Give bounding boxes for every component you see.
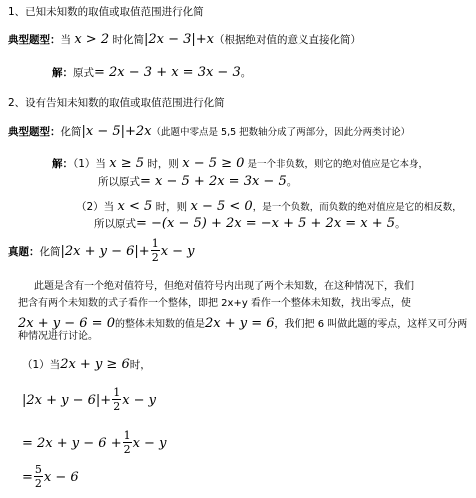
paragraph-line-2: 把含有两个未知数的式子看作一个整体，即把 2x+y 看作一个整体未知数，找出零点，使 [18,298,411,309]
math: x − 5 ≥ 0 [182,156,245,171]
math: x < 5 [117,199,153,214]
text: 时化简 [109,34,144,46]
math: = [22,470,33,485]
text: ，我们把 6 叫做此题的零点，这样又可分两 [274,319,468,330]
section-1-solution [52,63,251,79]
fraction: $\frac{1}{2}$ [123,429,131,456]
real-question-label: 真题： [8,246,40,258]
text: ，是一个负数，而负数的绝对值应是它的相反数， [252,202,462,213]
hint-text: （此题中零点是 5,5 把数轴分成了两部分，因此分两类讨论） [151,127,411,138]
math-expression: |x − 5|+2x [81,124,152,139]
case-1-line-2 [98,172,297,188]
math: x − y [160,244,195,259]
text: 。 [395,218,406,230]
text: 原式 [73,67,94,79]
math: x ≥ 5 [109,156,145,171]
text: 。 [240,67,252,79]
typical-problem-label: 典型题型： [8,126,61,138]
text: 的整体未知数的值是 [114,319,205,330]
text: 时， [129,359,151,371]
math: 2x + y ≥ 6 [60,357,130,372]
solution-label: 解： [52,158,73,170]
section-2-problem [8,122,410,138]
text: （2）当 [76,201,118,213]
real-question [8,238,195,263]
math: = x − 5 + 2x = 3x − 5 [140,174,287,189]
math: 2x + y = 6 [204,316,275,331]
fraction: $\frac{1}{2}$ [113,386,121,413]
math: = 2x + y − 6 + [22,436,122,451]
text: 时，则 [144,158,183,170]
text: 时，则 [152,201,191,213]
math: |2x + y − 6|+ [22,393,112,408]
text: 。 [286,176,298,188]
case-1-heading [22,355,151,371]
hint-text: （根据绝对值的意义直接化简） [213,34,361,46]
fraction: $\frac{5}{2}$ [34,463,42,490]
paragraph-line-1: 此题是含有一个绝对值符号，但绝对值符号内出现了两个未知数，在这种情况下，我们 [34,281,414,292]
case-1-line-1 [52,154,428,170]
text: 当 [60,34,75,46]
expression-line-1 [22,387,156,412]
math: x − y [122,393,157,408]
paragraph-line-4: 种情况进行讨论。 [18,331,98,342]
math: |2x + y − 6|+ [60,244,150,259]
solution-label: 解： [52,67,73,79]
typical-problem-label: 典型题型： [8,34,61,46]
text: 是一个非负数，则它的绝对值应是它本身， [244,159,428,170]
section-1-problem [8,30,361,46]
text: 化简 [60,126,82,138]
text: （1）当 [22,359,61,371]
math: x − y [132,436,167,451]
paragraph-line-3 [18,314,467,330]
case-2-line-2 [94,214,406,230]
fraction: $\frac{1}{2}$ [151,237,159,264]
section-2-heading: 2、设有告知未知数的取值或取值范围进行化简 [8,97,225,109]
math: x − 5 < 0 [190,199,253,214]
math-condition: x > 2 [74,32,110,47]
text: 化简 [39,246,61,258]
math-solution: = 2x − 3 + x = 3x − 3 [94,65,241,80]
text: （1）当 [73,158,110,170]
section-1-heading: 1、已知未知数的取值或取值范围进行化简 [8,6,204,18]
math: 2x + y − 6 = 0 [18,316,115,331]
math-expression: |2x − 3|+x [143,32,214,47]
expression-line-3 [22,464,79,489]
expression-line-2 [22,430,166,455]
case-2-line-1 [76,197,462,213]
text: 所以原式 [98,176,140,188]
math: = −(x − 5) + 2x = −x + 5 + 2x = x + 5 [136,216,396,231]
math: x − 6 [43,470,79,485]
text: 所以原式 [94,218,136,230]
